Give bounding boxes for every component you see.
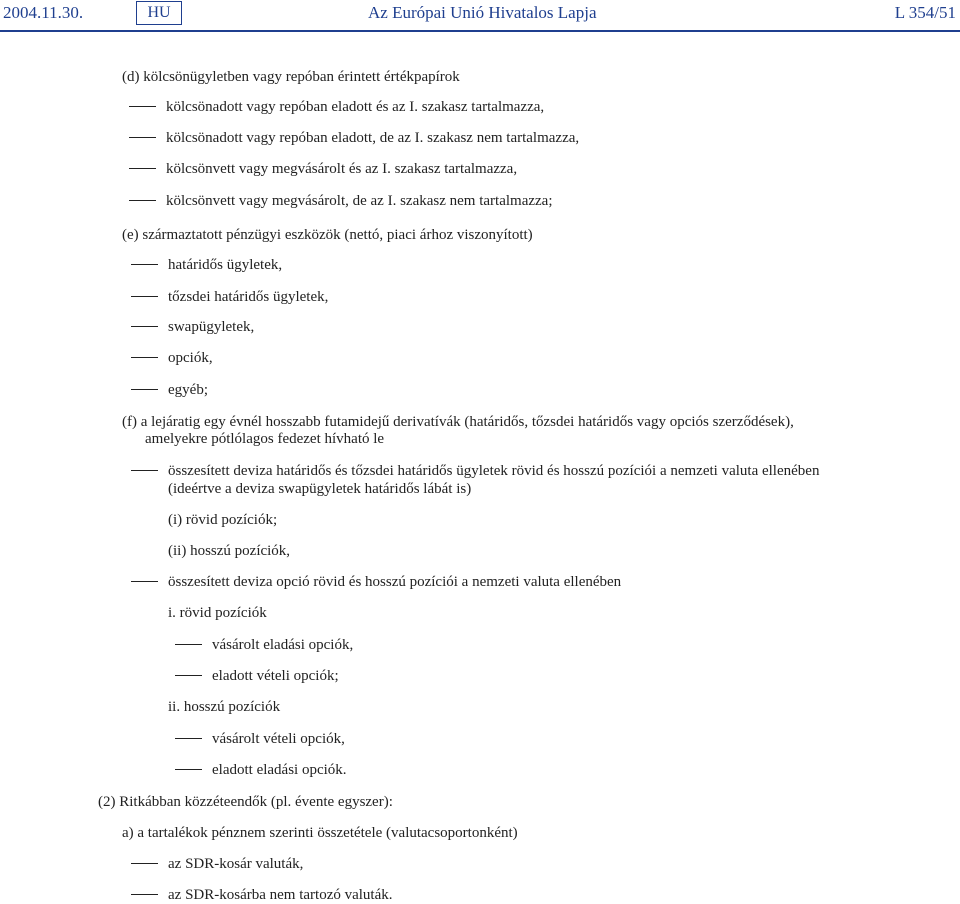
dash-bullet	[131, 389, 158, 390]
list-item	[131, 886, 393, 904]
dash-bullet	[131, 894, 158, 895]
list-item-text: kölcsönvett vagy megvásárolt és az I. szakasz tartalmazza,	[166, 161, 518, 177]
list-item	[131, 288, 328, 306]
dash-bullet	[131, 581, 158, 582]
dash-bullet	[131, 863, 158, 864]
sub-item: (ii) hosszú pozíciók,	[168, 543, 291, 559]
dash-bullet	[131, 264, 158, 265]
sub-item: ii. hosszú pozíciók	[168, 699, 281, 715]
list-item-text: kölcsönadott vagy repóban eladott és az I. szakasz tartalmazza,	[166, 99, 545, 115]
list-item	[129, 160, 517, 178]
list-item-text: egyéb;	[168, 382, 208, 398]
journal-title: Az Európai Unió Hivatalos Lapja	[368, 3, 597, 22]
dash-bullet	[129, 106, 156, 107]
list-item-text: határidős ügyletek,	[168, 257, 283, 273]
list-item	[131, 855, 303, 873]
list-item-text: az SDR-kosárba nem tartozó valuták.	[168, 887, 393, 903]
list-item	[131, 318, 254, 336]
list-item-text: kölcsönvett vagy megvásárolt, de az I. szakasz nem tartalmazza;	[166, 193, 553, 209]
list-item-text: vásárolt eladási opciók,	[212, 637, 354, 653]
page-header	[0, 0, 960, 30]
list-item	[175, 636, 353, 654]
section-f-title-cont: amelyekre pótlólagos fedezet hívható le	[145, 431, 385, 447]
sub-item: (i) rövid pozíciók;	[168, 512, 278, 528]
section-2a-title: a) a tartalékok pénznem szerinti összetétele (valutacsoportonként)	[122, 825, 518, 841]
dash-bullet	[129, 168, 156, 169]
list-item-text: kölcsönadott vagy repóban eladott, de az I. szakasz nem tartalmazza,	[166, 130, 580, 146]
section-e-title: (e) származtatott pénzügyi eszközök (nettó, piaci árhoz viszonyított)	[122, 227, 533, 243]
list-item	[175, 667, 339, 685]
header-rule	[0, 30, 960, 32]
dash-bullet	[175, 675, 202, 676]
list-item-text: vásárolt vételi opciók,	[212, 731, 345, 747]
list-item-text: összesített deviza opció rövid és hosszú pozíciói a nemzeti valuta ellenében	[168, 574, 622, 590]
dash-bullet	[129, 200, 156, 201]
list-item-text: eladott vételi opciók;	[212, 668, 339, 684]
list-item	[175, 761, 347, 779]
list-item	[131, 462, 819, 480]
list-item	[129, 192, 553, 210]
list-item	[131, 381, 208, 399]
list-item-text: összesített deviza határidős és tőzsdei határidős ügyletek rövid és hosszú pozíciói a nemzeti valuta ellenében	[168, 463, 820, 479]
list-item-text: swapügyletek,	[168, 319, 255, 335]
section-2-title: (2) Ritkábban közzéteendők (pl. évente egyszer):	[98, 794, 393, 810]
sub-item: i. rövid pozíciók	[168, 605, 267, 621]
publication-date: 2004.11.30.	[3, 3, 84, 22]
dash-bullet	[131, 296, 158, 297]
dash-bullet	[131, 470, 158, 471]
list-item-text: tőzsdei határidős ügyletek,	[168, 289, 329, 305]
section-d-title: (d) kölcsönügyletben vagy repóban érintett értékpapírok	[122, 69, 460, 85]
dash-bullet	[175, 738, 202, 739]
list-item	[175, 730, 345, 748]
dash-bullet	[131, 326, 158, 327]
list-item	[131, 573, 621, 591]
section-f-title: (f) a lejáratig egy évnél hosszabb futamidejű derivatívák (határidős, tőzsdei határidős vagy opciós szerződések),	[122, 414, 794, 430]
dash-bullet	[129, 137, 156, 138]
list-item-cont: (ideértve a deviza swapügyletek határidős lábát is)	[168, 481, 472, 497]
list-item-text: az SDR-kosár valuták,	[168, 856, 304, 872]
dash-bullet	[131, 357, 158, 358]
list-item	[131, 256, 282, 274]
list-item-text: opciók,	[168, 350, 213, 366]
page-number: L 354/51	[894, 3, 956, 22]
list-item-text: eladott eladási opciók.	[212, 762, 347, 778]
list-item	[129, 129, 579, 147]
language-badge: HU	[136, 1, 182, 25]
dash-bullet	[175, 644, 202, 645]
dash-bullet	[175, 769, 202, 770]
list-item	[129, 98, 544, 116]
list-item	[131, 349, 213, 367]
